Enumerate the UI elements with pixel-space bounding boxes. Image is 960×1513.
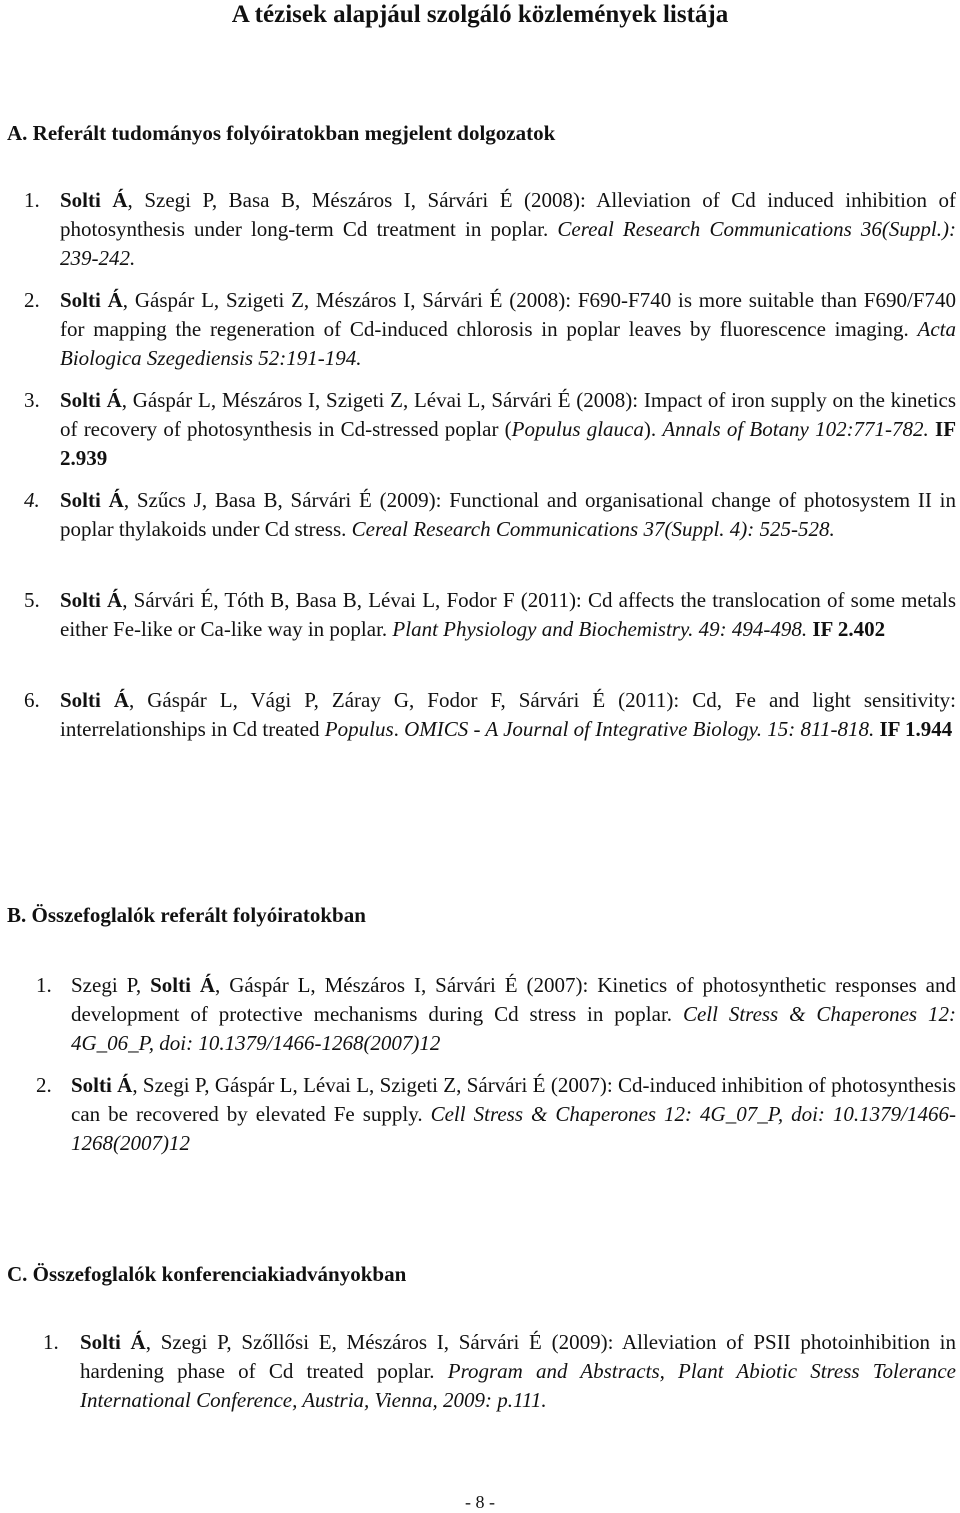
author-highlight: Solti Á (60, 188, 128, 212)
author-highlight: Solti Á (60, 688, 130, 712)
page-number: - 8 - (465, 1492, 495, 1512)
publication-item (43, 1328, 956, 1415)
item-text (60, 286, 956, 373)
author-highlight: Solti Á (60, 588, 123, 612)
page-title: A tézisek alapjául szolgáló közlemények listája (231, 1, 729, 28)
publication-item (36, 1071, 956, 1158)
item-text (60, 386, 956, 473)
item-body: , Gáspár L, Mészáros I, Sárvári É (2007): Kinetics of photosynthetic responses and development of protective mechanisms during Cd stress in poplar. (71, 973, 956, 1026)
item-text (60, 186, 956, 273)
item-number: 3. (24, 388, 40, 412)
species-name: Populus (324, 717, 394, 741)
publication-item (36, 971, 956, 1058)
item-text (60, 686, 956, 744)
item-number: 1. (43, 1330, 59, 1354)
item-body-cont: . (393, 717, 405, 741)
impact-factor: IF 2.939 (60, 417, 957, 470)
item-text (60, 586, 956, 644)
item-number: 6. (24, 688, 40, 712)
journal-ref: Acta Biologica Szegediensis 52:191-194. (60, 317, 956, 370)
author-highlight: Solti Á (71, 1073, 133, 1097)
item-body: , Szegi P, Gáspár L, Lévai L, Szigeti Z, Sárvári É (2007): Cd-induced inhibition of photosynthesis can be recovered by elevated Fe supply. (71, 1073, 956, 1126)
impact-factor: IF 2.402 (812, 617, 886, 641)
publication-item (24, 186, 956, 273)
item-number: 1. (36, 973, 52, 997)
journal-ref: Annals of Botany 102:771-782. (662, 417, 929, 441)
impact-factor: IF 1.944 (879, 717, 953, 741)
item-prefix: Szegi P, (71, 973, 151, 997)
journal-ref: Cell Stress & Chaperones 12: 4G_07_P, doi: 10.1379/1466-1268(2007)12 (71, 1102, 957, 1155)
item-body: , Sárvári É, Tóth B, Basa B, Lévai L, Fodor F (2011): Cd affects the translocation of some metals either Fe-like or Ca-like way in poplar. (60, 588, 957, 641)
section-a-heading: A. Referált tudományos folyóiratokban megjelent dolgozatok (7, 121, 556, 145)
section-c-heading: C. Összefoglalók konferenciakiadványokban (7, 1262, 407, 1286)
item-number: 2. (24, 288, 40, 312)
species-name: Populus glauca (511, 417, 644, 441)
item-body: , Gáspár L, Mészáros I, Szigeti Z, Lévai L, Sárvári É (2008): Impact of iron supply on the kinetics of recovery of photosynthesis in Cd-stressed poplar ( (60, 388, 956, 441)
journal-ref: Cereal Research Communications 36(Suppl.): 239-242. (60, 217, 956, 270)
journal-ref: Program and Abstracts, Plant Abiotic Stress Tolerance International Conference, Austria, Vienna, 2009: p.111. (80, 1359, 956, 1412)
item-number: 1. (24, 188, 40, 212)
item-body: , Szűcs J, Basa B, Sárvári É (2009): Functional and organisational change of photosystem II in poplar thylakoids under Cd stress. (60, 488, 956, 541)
publication-item (24, 486, 956, 544)
item-body: , Gáspár L, Szigeti Z, Mészáros I, Sárvári É (2008): F690-F740 is more suitable than F690/F740 for mapping the regeneration of Cd-induced chlorosis in poplar leaves by fluorescence imaging. (60, 288, 956, 341)
item-number: 5. (24, 588, 40, 612)
journal-ref: Cell Stress & Chaperones 12: 4G_06_P, doi: 10.1379/1466-1268(2007)12 (71, 1002, 956, 1055)
publication-item (24, 686, 956, 744)
item-number: 2. (36, 1073, 52, 1097)
item-number: 4. (24, 488, 40, 512)
item-body-cont: ). (643, 417, 663, 441)
author-highlight: Solti Á (60, 488, 124, 512)
publication-item (24, 386, 956, 473)
author-highlight: Solti Á (60, 388, 122, 412)
author-highlight: Solti Á (80, 1330, 146, 1354)
author-highlight: Solti Á (60, 288, 123, 312)
author-highlight: Solti Á (150, 973, 216, 997)
journal-ref: OMICS - A Journal of Integrative Biology. 15: 811-818. (404, 717, 875, 741)
journal-ref: Plant Physiology and Biochemistry. 49: 494-498. (392, 617, 808, 641)
item-text (71, 971, 956, 1058)
item-text (71, 1071, 956, 1158)
journal-ref: Cereal Research Communications 37(Suppl. 4): 525-528. (351, 517, 835, 541)
item-body: , Szegi P, Basa B, Mészáros I, Sárvári É (2008): Alleviation of Cd induced inhibition of photosynthesis under long-term Cd treatment in poplar. (60, 188, 956, 241)
item-text (60, 486, 956, 544)
item-body: , Gáspár L, Vági P, Záray G, Fodor F, Sárvári É (2011): Cd, Fe and light sensitivity: interrelationships in Cd treated (60, 688, 956, 741)
item-text (80, 1328, 956, 1415)
publication-item (24, 286, 956, 373)
section-b-heading: B. Összefoglalók referált folyóiratokban (7, 903, 366, 927)
item-body: , Szegi P, Szőllősi E, Mészáros I, Sárvári É (2009): Alleviation of PSII photoinhibition in hardening phase of Cd treated poplar. (80, 1330, 956, 1383)
publication-item (24, 586, 956, 644)
